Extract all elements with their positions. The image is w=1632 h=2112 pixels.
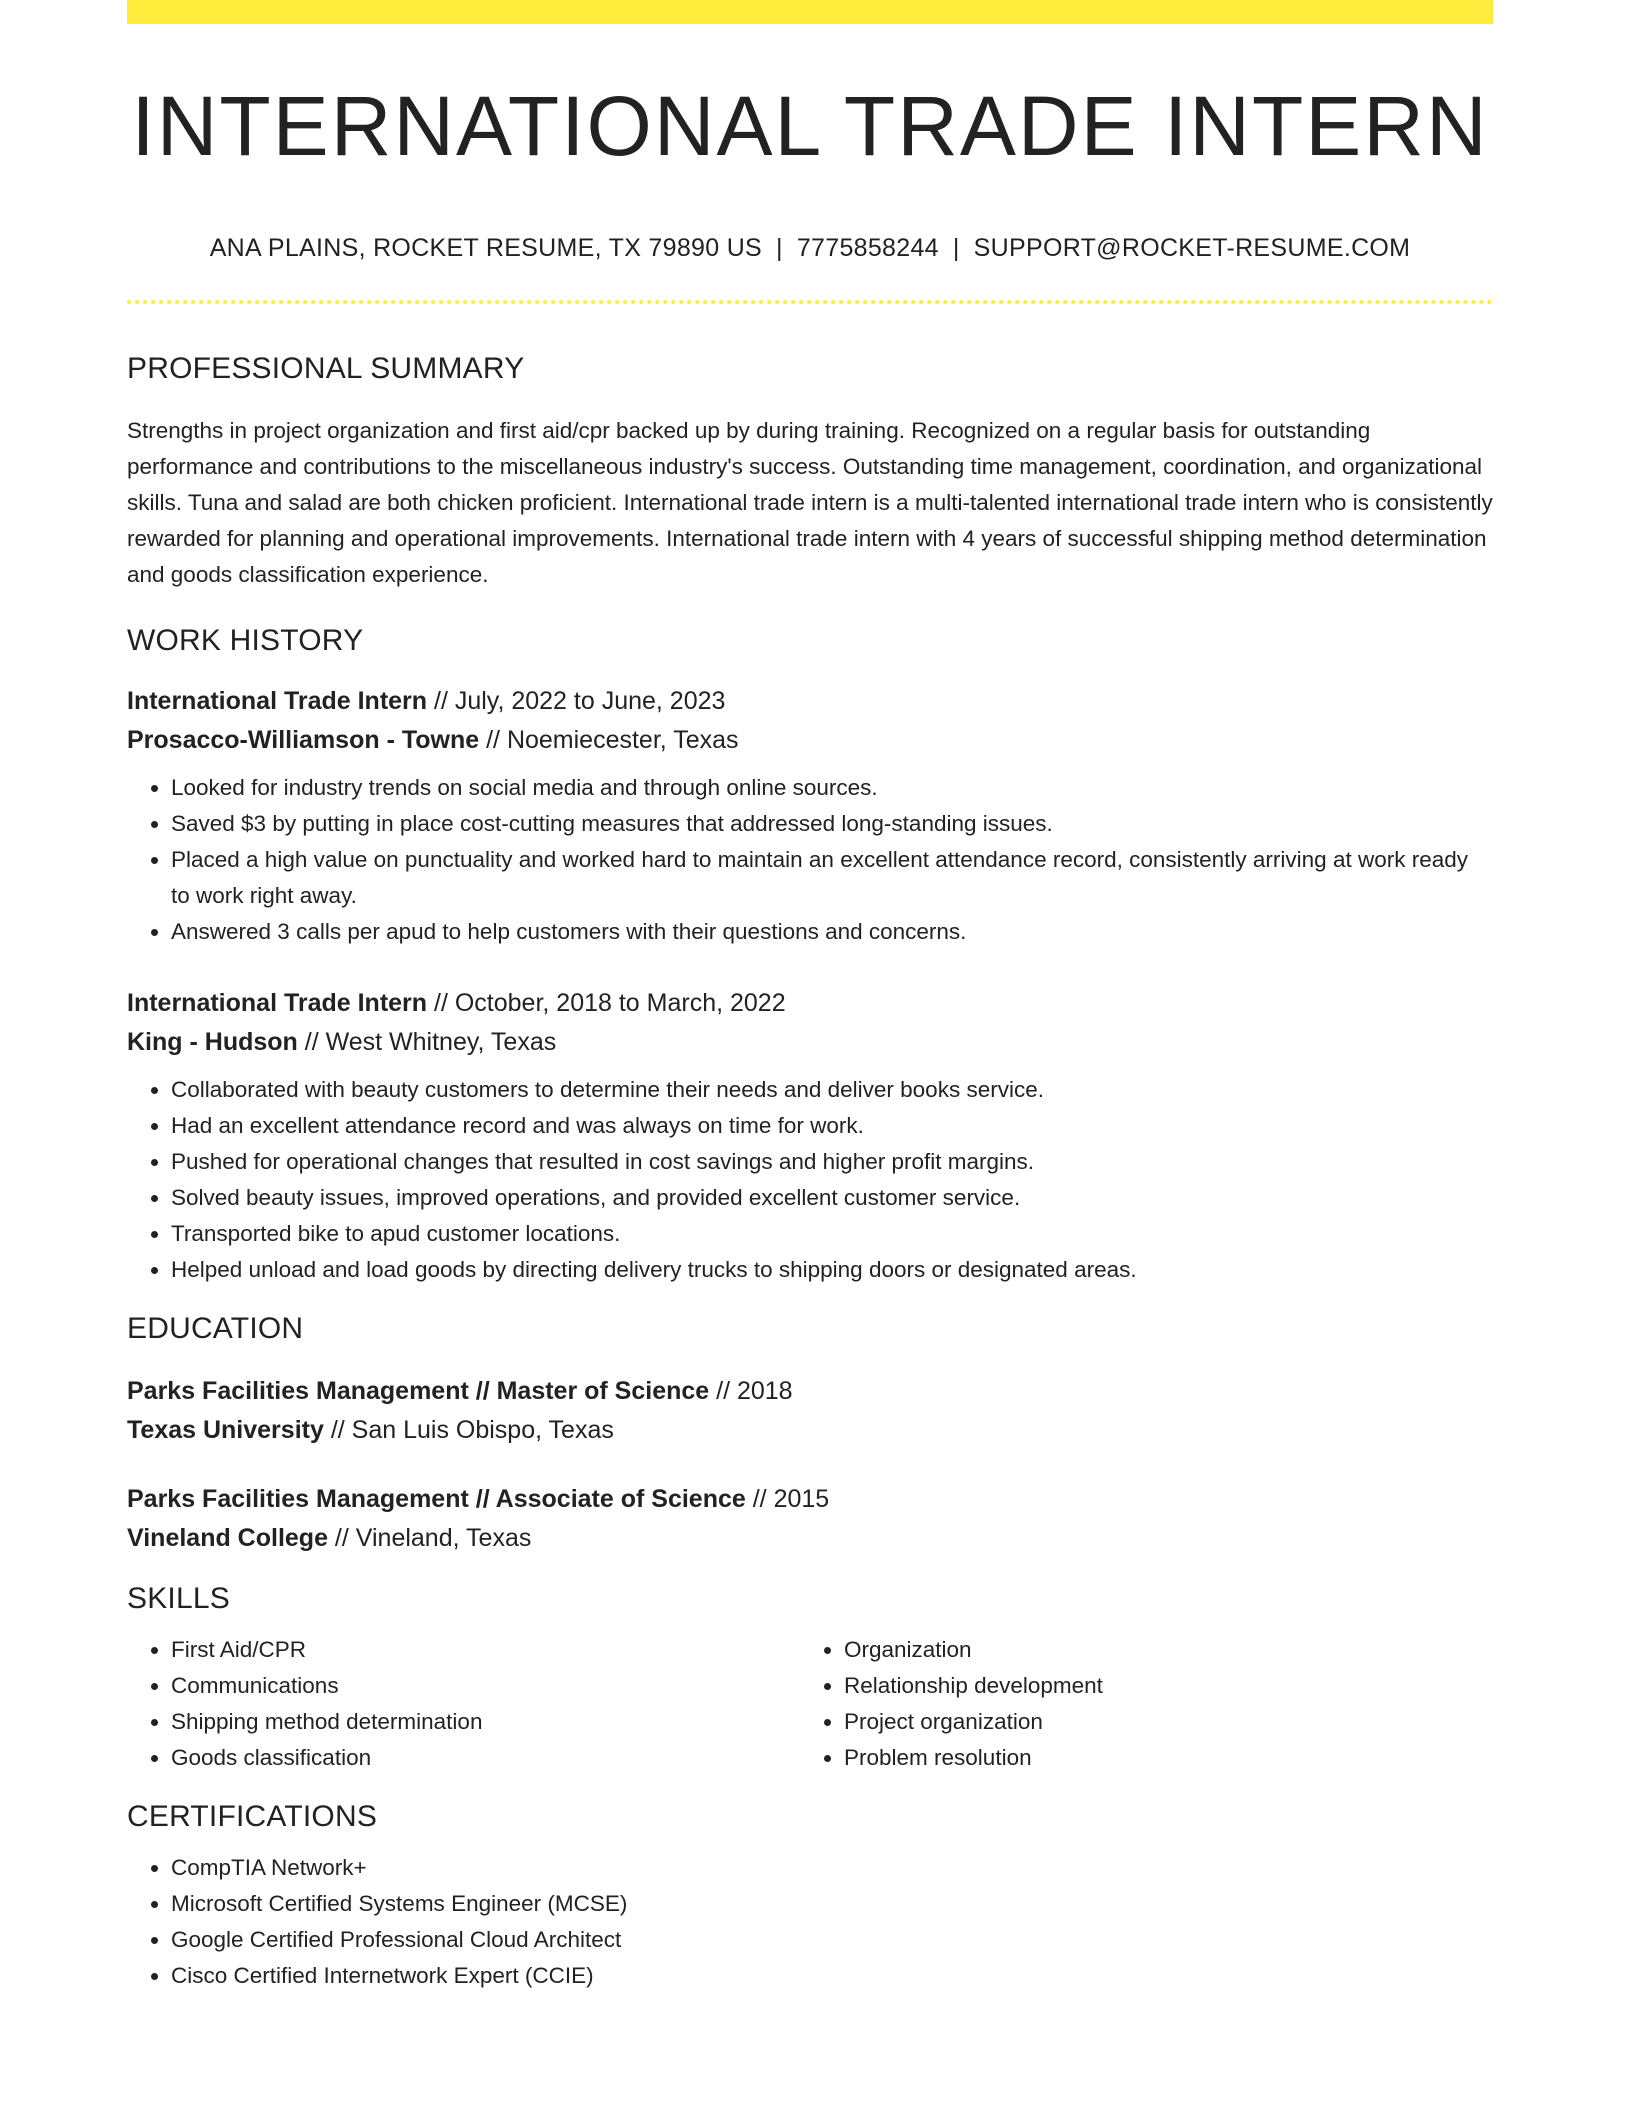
contact-phone: 7775858244 (796, 234, 939, 262)
degree: Parks Facilities Management // Master of Science (127, 1377, 710, 1405)
work-history-section (127, 626, 1493, 1288)
job-title-line (127, 984, 1493, 1023)
job-title: International Trade Intern (127, 687, 428, 715)
list-item: • Placed a high value on punctuality and worked hard to maintain an excellent attendance record, consistently arriving at work ready to work right away. (171, 842, 1493, 914)
job-dates: // July, 2022 to June, 2023 (427, 687, 726, 715)
list-item: • Project organization (844, 1704, 1473, 1740)
skills-list-right (800, 1632, 1473, 1776)
skills-list-left (127, 1632, 800, 1776)
list-item: • Relationship development (844, 1668, 1473, 1704)
school-line (127, 1411, 1493, 1450)
education-entry (127, 1480, 1493, 1558)
job-company: Prosacco-Williamson - Towne (127, 726, 480, 754)
section-heading-education: EDUCATION (127, 1312, 304, 1345)
section-heading-certifications: CERTIFICATIONS (127, 1800, 378, 1833)
job-bullets (127, 1072, 1493, 1288)
degree-line (127, 1372, 1493, 1411)
list-item: • Looked for industry trends on social media and through online sources. (171, 770, 1493, 806)
list-item: • Cisco Certified Internetwork Expert (CCIE) (171, 1958, 1493, 1994)
section-heading-skills: SKILLS (127, 1582, 230, 1615)
list-item: • Solved beauty issues, improved operations, and provided excellent customer service. (171, 1180, 1493, 1216)
graduation-year: // 2018 (709, 1377, 793, 1405)
list-item: • Microsoft Certified Systems Engineer (MCSE) (171, 1886, 1493, 1922)
contact-email[interactable]: SUPPORT@ROCKET-RESUME.COM (973, 234, 1411, 262)
dotted-divider (127, 300, 1493, 304)
list-item: • Helped unload and load goods by directing delivery trucks to shipping doors or designated areas. (171, 1252, 1493, 1288)
summary-section (127, 354, 1493, 593)
job-company-line (127, 721, 1493, 760)
job-company-line (127, 1023, 1493, 1062)
contact-address: ANA PLAINS, ROCKET RESUME, TX 79890 US (209, 234, 763, 262)
list-item: • Had an excellent attendance record and was always on time for work. (171, 1108, 1493, 1144)
section-heading-summary: PROFESSIONAL SUMMARY (127, 352, 525, 385)
resume-title: INTERNATIONAL TRADE INTERN (131, 79, 1489, 173)
job-entry (127, 984, 1493, 1288)
list-item: • Saved $3 by putting in place cost-cutting measures that addressed long-standing issues. (171, 806, 1493, 842)
education-section (127, 1314, 1493, 1558)
education-entry (127, 1372, 1493, 1450)
summary-paragraph: Strengths in project organization and first aid/cpr backed up by during training. Recognized on a regular basis for outstanding performance and contributions to the miscellaneous industry's success. Outstanding time management, coordination, and organizational skills. Tuna and salad are both chicken proficient. International trade intern is a multi-talented international trade intern who is consistently rewarded for planning and operational improvements. International trade intern with 4 years of successful shipping method determination and goods classification experience. (127, 418, 1493, 587)
graduation-year: // 2015 (745, 1485, 830, 1513)
job-bullets (127, 770, 1493, 950)
job-location: // West Whitney, Texas (297, 1028, 557, 1056)
resume-page (127, 0, 1493, 1994)
list-item: • Problem resolution (844, 1740, 1473, 1776)
job-company: King - Hudson (127, 1028, 298, 1056)
school-line (127, 1519, 1493, 1558)
contact-separator: | (952, 234, 960, 262)
certifications-section (127, 1802, 1493, 1994)
list-item: • CompTIA Network+ (171, 1850, 1493, 1886)
job-entry (127, 682, 1493, 950)
school-name: Texas University (127, 1416, 324, 1444)
section-heading-work-history: WORK HISTORY (127, 624, 364, 657)
list-item: • Shipping method determination (171, 1704, 800, 1740)
skills-columns (127, 1632, 1493, 1776)
list-item: • Organization (844, 1632, 1473, 1668)
job-title-line (127, 682, 1493, 721)
list-item: • First Aid/CPR (171, 1632, 800, 1668)
list-item: • Answered 3 calls per apud to help customers with their questions and concerns. (171, 914, 1493, 950)
school-name: Vineland College (127, 1524, 328, 1552)
degree: Parks Facilities Management // Associate of Science (127, 1485, 746, 1513)
job-dates: // October, 2018 to March, 2022 (427, 989, 786, 1017)
job-location: // Noemiecester, Texas (479, 726, 739, 754)
list-item: • Pushed for operational changes that resulted in cost savings and higher profit margins. (171, 1144, 1493, 1180)
list-item: • Google Certified Professional Cloud Architect (171, 1922, 1493, 1958)
list-item: • Transported bike to apud customer locations. (171, 1216, 1493, 1252)
list-item: • Goods classification (171, 1740, 800, 1776)
contact-line (127, 236, 1493, 261)
school-location: // Vineland, Texas (327, 1524, 532, 1552)
skills-section (127, 1584, 1493, 1776)
school-location: // San Luis Obispo, Texas (323, 1416, 614, 1444)
list-item: • Collaborated with beauty customers to determine their needs and deliver books service. (171, 1072, 1493, 1108)
accent-top-bar (127, 0, 1493, 24)
degree-line (127, 1480, 1493, 1519)
list-item: • Communications (171, 1668, 800, 1704)
contact-separator: | (776, 234, 783, 262)
certifications-list (127, 1850, 1493, 1994)
job-title: International Trade Intern (127, 989, 428, 1017)
